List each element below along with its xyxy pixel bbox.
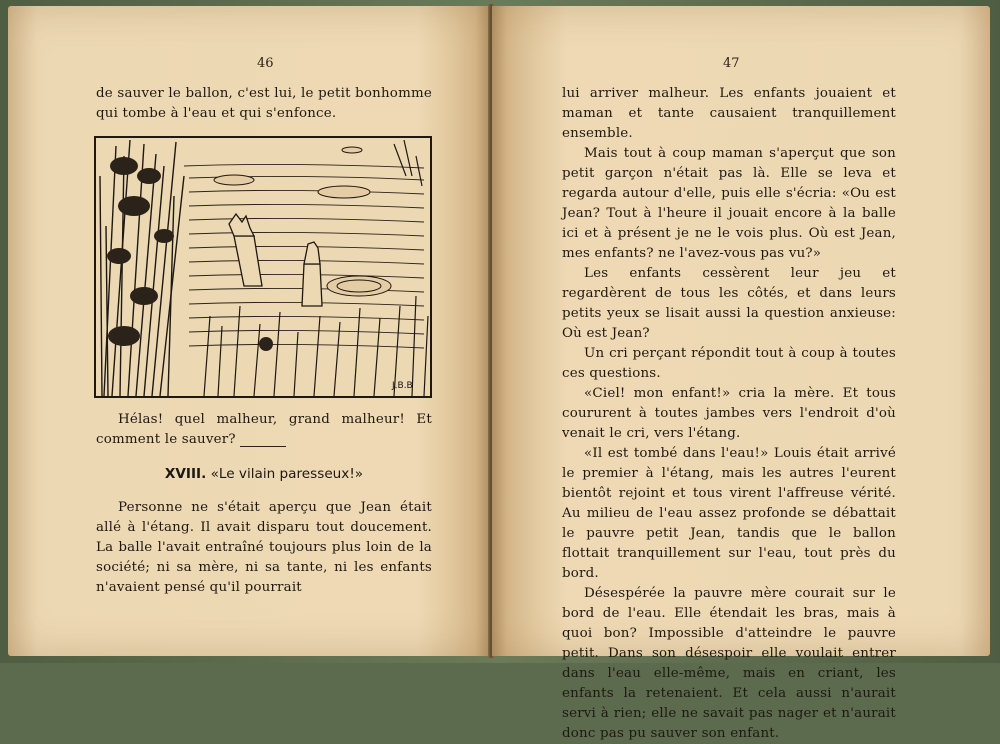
left-page-number: 46	[257, 56, 274, 71]
left-top-text: de sauver le ballon, c'est lui, le petit bonhomme qui tombe à l'eau et qui s'enfonce.	[96, 86, 432, 121]
right-paragraph: Mais tout à coup maman s'aperçut que son petit garçon n'était pas là. Elle se leva et regarda autour d'elle, puis elle s'écria: «Ou est Jean? Tout à l'heure il jouait encore à la balle ici et à présent je ne le vois plus. Où est Jean, mes enfants? ne l'avez-vous pas vu?»	[562, 146, 896, 261]
left-caption-text: Hélas! quel malheur, grand malheur! Et comment le sauver?	[96, 412, 432, 447]
left-chapter-text: Personne ne s'était aperçu que Jean était allé à l'étang. Il avait disparu tout doucement. La balle l'avait entraîné toujours plus loin de la société; ni sa mère, ni sa tante, ni les enfants n'avaient pensé qu'il pourrait	[96, 500, 432, 595]
right-page-number: 47	[723, 56, 740, 71]
chapter-heading	[96, 466, 432, 482]
right-paragraph: Désespérée la pauvre mère courait sur le bord de l'eau. Elle étendait les bras, mais à quoi bon? Impossible d'atteindre le pauvre petit. Dans son désespoir elle voulait entrer dans l'eau elle-même, mais en criant, les enfants la retenaient. Et cela aussi n'aurait servi à rien; elle ne savait pas nager et n'aurait donc pas pu sauver son enfant.	[562, 586, 896, 741]
chapter-number: XVIII.	[164, 466, 207, 482]
right-paragraph: «Ciel! mon enfant!» cria la mère. Et tous coururent à toutes jambes vers l'endroit d'où venait le cri, vers l'étang.	[562, 386, 896, 441]
chapter-title: «Le vilain paresseux!»	[210, 466, 364, 482]
section-divider	[240, 446, 286, 447]
left-caption-paragraph	[96, 410, 432, 450]
drowning-boy-illustration	[94, 136, 432, 398]
right-paragraph: Les enfants cessèrent leur jeu et regardèrent de tous les côtés, et dans leurs petits yeux se lisait aussi la question anxieuse: Où est Jean?	[562, 266, 896, 341]
illustration-signature: J.B.B	[392, 381, 413, 391]
right-paragraph: lui arriver malheur. Les enfants jouaient et maman et tante causaient tranquillement ensemble.	[562, 86, 896, 141]
right-page-body	[562, 84, 896, 744]
left-chapter-paragraph	[96, 498, 432, 598]
left-top-paragraph	[96, 84, 432, 124]
right-paragraph: Un cri perçant répondit tout à coup à toutes ces questions.	[562, 346, 896, 381]
right-paragraph: «Il est tombé dans l'eau!» Louis était arrivé le premier à l'étang, mais les autres l'eurent bientôt rejoint et tous virent l'affreuse vérité. Au milieu de l'eau assez profonde se débattait le pauvre petit Jean, tandis que le ballon flottait tranquillement sur l'eau, tout près du bord.	[562, 446, 896, 581]
